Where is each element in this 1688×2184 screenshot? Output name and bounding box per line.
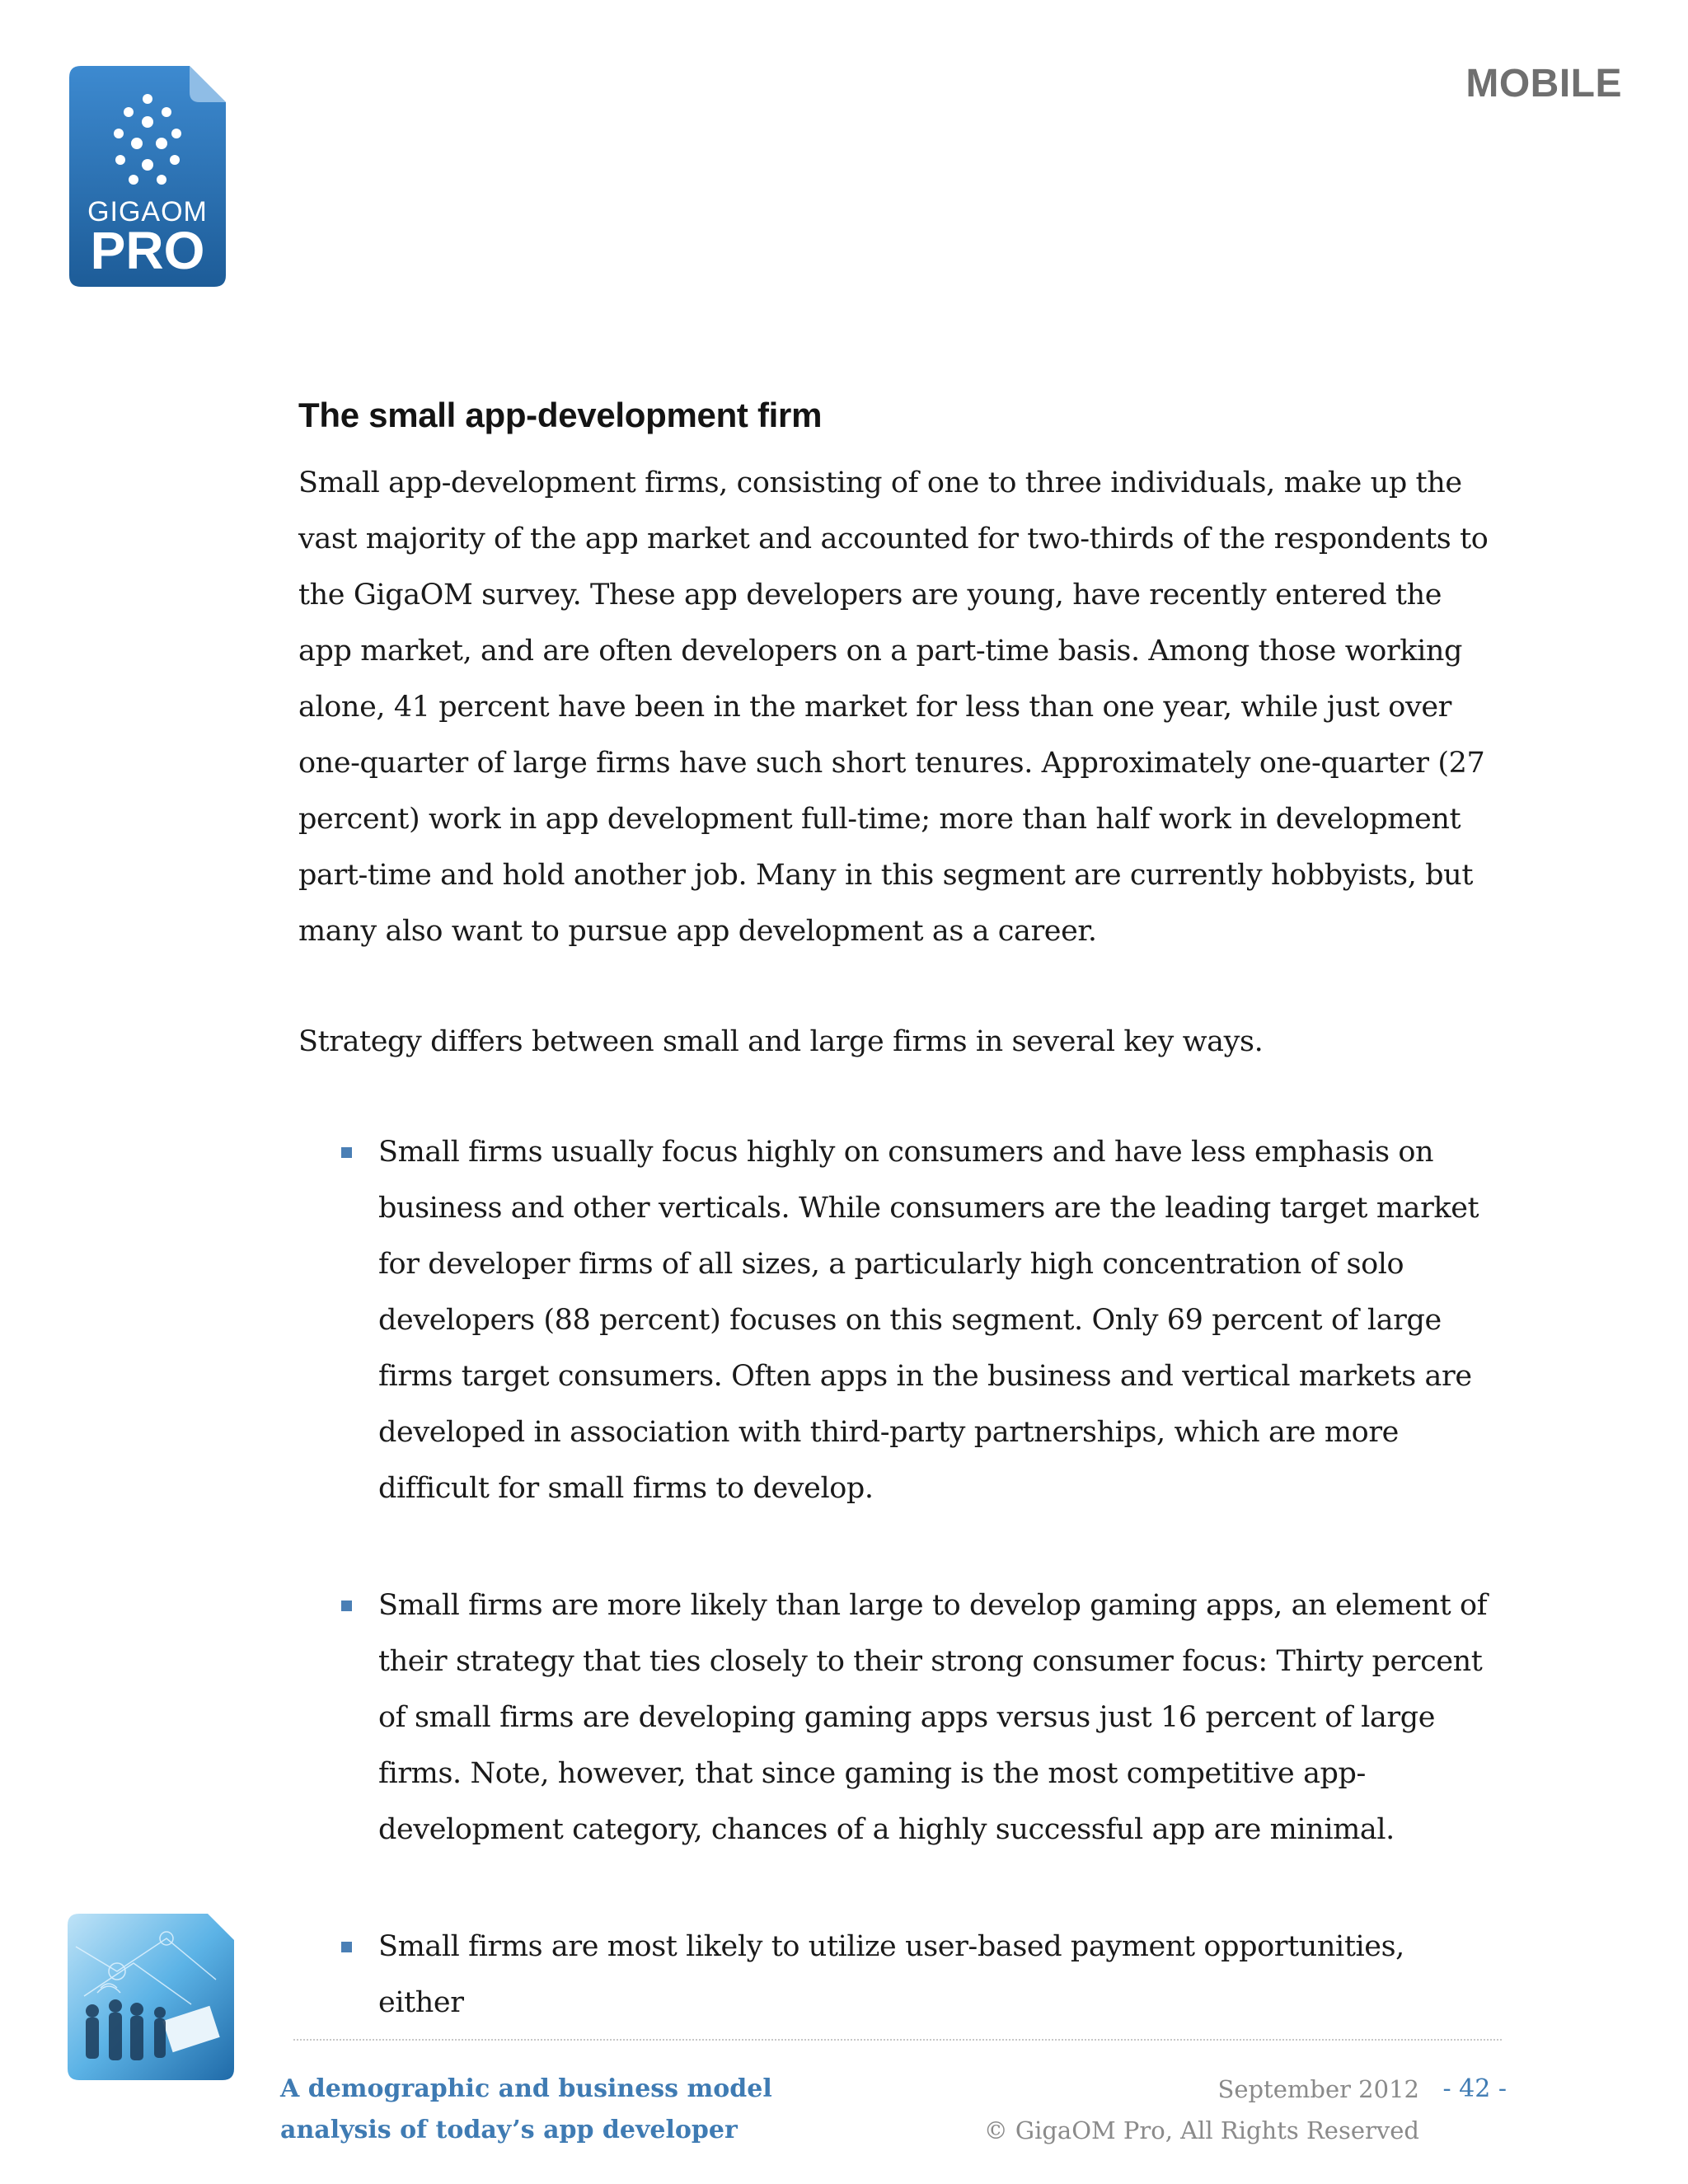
list-item-text: Small firms usually focus highly on consumers and have less emphasis on business and other verticals. While consumers are the leading target market for developer firms of all sizes, a particularly high concentration of solo developers (88 percent) focuses on this segment. Only 69 percent of large firms target consumers. Often apps in the business and vertical markets are developed in association with third-party partnerships, which are more difficult for small firms to develop. xyxy=(378,1136,1479,1505)
list-item-text: Small firms are more likely than large to develop gaming apps, an element of their strategy that ties closely to their strong consumer focus: Thirty percent of small firms are developing gaming apps versus just 16 percent of large firms. Note, however, that since gaming is the most competitive app-development category, chances of a highly successful app are minimal. xyxy=(378,1589,1488,1846)
page-number: - 42 - xyxy=(1442,2074,1507,2103)
paragraph-strategy: Strategy differs between small and large firms in several key ways. xyxy=(298,1025,1264,1058)
list-item xyxy=(298,1919,1493,2031)
footer-meta xyxy=(984,2069,1419,2151)
section-label: MOBILE xyxy=(1465,62,1622,105)
footer-title-line-2: analysis of today’s app developer xyxy=(280,2116,738,2144)
list-item-text: Small firms are most likely to utilize user-based payment opportunities, either xyxy=(378,1930,1404,2019)
footer-report-title xyxy=(280,2069,857,2151)
footer-copyright: © GigaOM Pro, All Rights Reserved xyxy=(983,2116,1419,2144)
gigaom-pro-logo xyxy=(69,66,226,287)
bullet-square-icon xyxy=(341,1147,352,1158)
bullet-square-icon xyxy=(341,1601,352,1611)
article-content xyxy=(298,396,1493,2031)
bullet-list xyxy=(298,1124,1493,2031)
logo-bottom-text: PRO xyxy=(90,221,205,280)
footer-date: September 2012 xyxy=(1217,2075,1419,2103)
list-item xyxy=(298,1124,1493,1516)
footer-title-line-1: A demographic and business model xyxy=(280,2074,772,2103)
paragraph-intro: Small app-development firms, consisting of one to three individuals, make up the vast majority of the app market and accounted for two-thirds of the respondents to the GigaOM survey. These app developers are young, have recently entered the app market, and are often developers on a part-time basis. Among those working alone, 41 percent have been in the market for less than one year, while just over one-quarter of large firms have such short tenures. Approximately one-quarter (27 percent) work in app development full-time; more than half work in development part-time and hold another job. Many in this segment are currently hobbyists, but many also want to pursue app development as a career. xyxy=(298,466,1489,948)
section-heading: The small app-development firm xyxy=(298,396,823,434)
list-item xyxy=(298,1577,1493,1858)
logo-top-text: GIGAOM xyxy=(87,196,208,227)
business-network-image xyxy=(68,1914,234,2080)
footer-divider xyxy=(293,2039,1502,2041)
bullet-square-icon xyxy=(341,1942,352,1952)
